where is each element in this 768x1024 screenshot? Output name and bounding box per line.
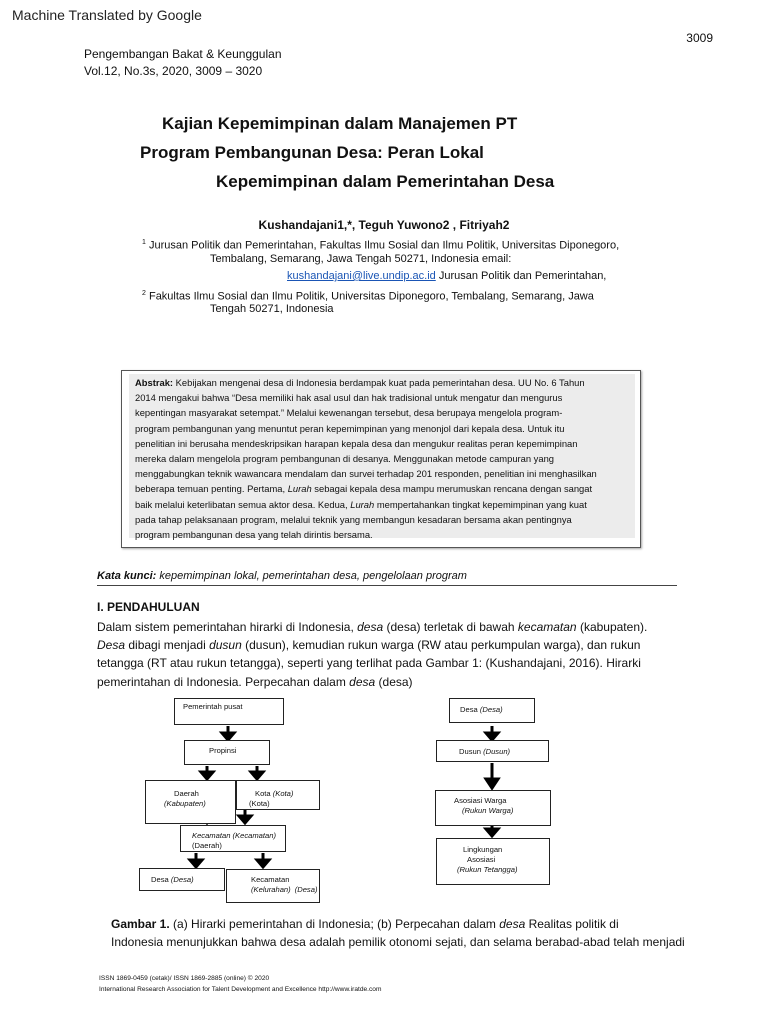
intro-paragraph: Dalam sistem pemerintahan hirarki di Indonesia, desa (desa) terletak di bawah kecamatan (kabupaten). Desa dibagi menjadi dusun (dusun), kemudian rukun warga (RW atau perkumpulan warga), dan rukun tetangga (RT atau rukun tetangga), seperti yang terlihat pada Gambar 1: (Kushandajani, 2016). Hirarki pemerintahan di Indonesia. Perpecahan dalam desa (desa) (97, 620, 648, 689)
box-daerah: Daerah (Kabupaten) (145, 780, 236, 824)
machine-translated-banner: Machine Translated by Google (12, 7, 202, 23)
box-kecamatan: Kecamatan (Kecamatan) (Daerah) (180, 825, 286, 852)
figure-arrows (0, 690, 768, 915)
abstract-line: mereka dalam mengelola program pembangunan di desanya. Menggunakan metode campuran yang (135, 453, 555, 465)
box-r-dusun: Dusun (Dusun) (436, 740, 549, 762)
box-desa: Desa (Desa) (139, 868, 225, 891)
box-kecamatan-kelurahan: Kecamatan (Kelurahan) (Desa) (226, 869, 320, 903)
title-line-2: Program Pembangunan Desa: Peran Lokal (140, 143, 484, 162)
email-link[interactable]: kushandajani@live.undip.ac.id (287, 270, 436, 282)
divider (97, 585, 677, 586)
footer (99, 974, 381, 995)
section-heading: I. PENDAHULUAN (97, 600, 200, 614)
box-r-desa: Desa (Desa) (449, 698, 535, 723)
affiliation-text: Jurusan Politik dan Pemerintahan, (435, 270, 607, 282)
abstract-line: penelitian ini berusaha mendeskripsikan harapan kepala desa dan mengukur realitas peran kepemimpinan (135, 437, 578, 449)
keywords-label: Kata kunci: (97, 570, 157, 582)
figure-caption: Gambar 1. (a) Hirarki pemerintahan di Indonesia; (b) Perpecahan dalam desa Realitas politik di Indonesia menunjukkan bahwa desa adalah pemilik otonomi sejati, dan selama berabad-abad telah menjadi (111, 917, 685, 949)
box-propinsi: Propinsi (184, 740, 270, 765)
abstract-line: kepentingan masyarakat setempat.” Melalui kewenangan tersebut, desa berupaya mengelola program- (135, 407, 563, 419)
box-r-lingkungan: Lingkungan Asosiasi (Rukun Tetangga) (436, 838, 550, 885)
abstract-text (135, 375, 640, 542)
affiliation-sup: 1 (142, 239, 146, 246)
box-r-asosiasi: Asosiasi Warga (Rukun Warga) (435, 790, 551, 826)
affiliation-text: Fakultas Ilmu Sosial dan Ilmu Politik, Universitas Diponegoro, Tembalang, Semarang, Jawa (148, 290, 594, 303)
footer-issn: ISSN 1869-0459 (cetak)/ ISSN 1869-2885 (online) © 2020 (99, 975, 270, 982)
abstract-box (121, 370, 641, 548)
abstract-line: program pembangunan desa yang telah dirintis bersama. (135, 529, 373, 541)
title-line-3: Kepemimpinan dalam Pemerintahan Desa (216, 172, 555, 191)
affiliation-sup: 2 (142, 290, 146, 297)
abstract-line: Kebijakan mengenai desa di Indonesia berdampak kuat pada pemerintahan desa. UU No. 6 Tahun (173, 377, 585, 388)
keywords (97, 570, 467, 582)
abstract-line: menggabungkan teknik wawancara mendalam dan survei terhadap 201 responden, penelitian ini menghasilkan (135, 468, 597, 480)
abstract-line: 2014 mengakui bahwa “Desa memiliki hak asal usul dan hak tradisional untuk mengatur dan mengurus (135, 392, 563, 404)
abstract-line: beberapa temuan penting. Pertama, Lurah sebagai kepala desa mampu merumuskan rencana dengan sangat (135, 483, 593, 495)
journal-header (84, 46, 282, 80)
abstract-line: pada tahap pelaksanaan program, melalui teknik yang membangun kesadaran bersama akan pentingnya (135, 513, 572, 525)
box-kota: Kota (Kota) (Kota) (236, 780, 320, 810)
authors: Kushandajani1,*, Teguh Yuwono2 , Fitriyah2 (258, 218, 510, 232)
journal-name: Pengembangan Bakat & Keunggulan (84, 47, 282, 61)
box-pemerintah-pusat: Pemerintah pusat (174, 698, 284, 725)
journal-volume: Vol.12, No.3s, 2020, 3009 – 3020 (84, 64, 263, 78)
footer-org: International Research Association for Talent Development and Excellence http://www.iratde.com (99, 985, 382, 993)
keywords-text: kepemimpinan lokal, pemerintahan desa, pengelolaan program (156, 570, 467, 582)
affiliation-1-line-3 (287, 268, 606, 285)
affiliation-text: Jurusan Politik dan Pemerintahan, Fakultas Ilmu Sosial dan Ilmu Politik, Universitas Diponegoro, (148, 239, 620, 252)
affiliation-2-line-2: Tengah 50271, Indonesia (210, 303, 334, 315)
abstract-line: program pembangunan yang menuntut peran kepemimpinan yang menonjol dari kepala desa. Untuk itu (135, 422, 565, 434)
abstract-label: Abstrak: (135, 377, 174, 388)
title-line-1: Kajian Kepemimpinan dalam Manajemen PT (162, 114, 518, 133)
abstract-line: baik melalui keterlibatan semua aktor desa. Kedua, Lurah mempertahankan tingkat kepemimpinan yang kuat (135, 498, 587, 510)
page-number: 3009 (686, 31, 713, 45)
affiliation-1-line-2: Tembalang, Semarang, Jawa Tengah 50271, Indonesia email: (210, 253, 512, 265)
